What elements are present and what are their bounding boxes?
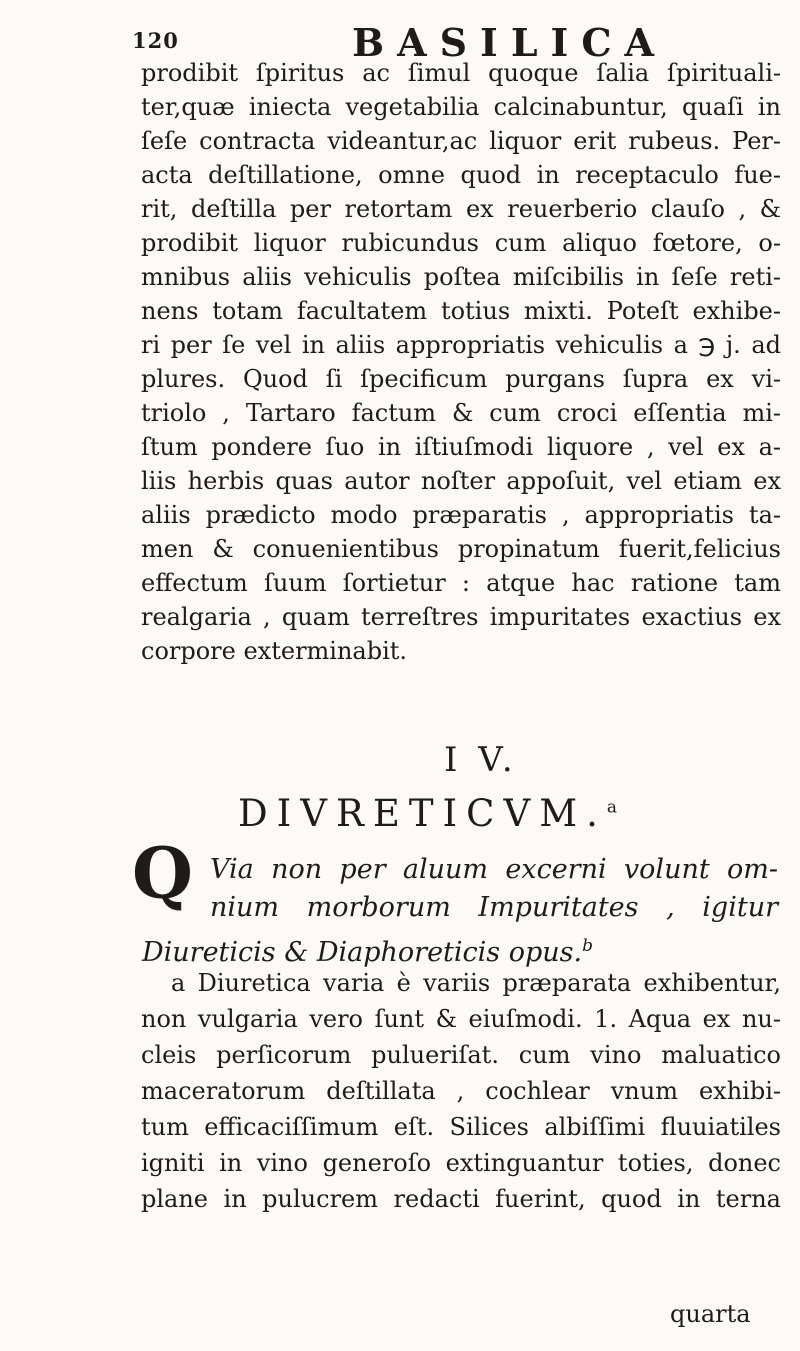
footnote-paragraph — [141, 965, 781, 1217]
text-line: acta deſtillatione, omne quod in receptaculo fue- — [141, 161, 781, 189]
footnote-mark: a — [606, 797, 617, 818]
text-line: liis herbis quas autor noſter appoſuit, vel etiam ex — [141, 467, 781, 495]
text-line: prodibit liquor rubicundus cum aliquo fœtore, o- — [141, 229, 781, 257]
running-head — [132, 18, 772, 65]
intro-paragraph — [142, 851, 778, 968]
text-line: ſtum pondere ſuo in iſtiuſmodi liquore , vel ex a- — [141, 433, 781, 461]
page-number: 120 — [132, 28, 179, 53]
text-line: ter,quæ iniecta vegetabilia calcinabuntur, quaſi in — [141, 93, 781, 121]
text-line: triolo , Tartaro factum & cum croci eſſentia mi- — [141, 399, 781, 427]
text-line: realgaria , quam terreſtres impuritates exactius ex — [141, 603, 781, 631]
main-paragraph — [141, 56, 781, 668]
text-line: ſeſe contracta videantur,ac liquor erit rubeus. Per- — [141, 127, 781, 155]
intro-line: nium morborum Impuritates , igitur — [210, 892, 778, 923]
book-title: BASILICA — [352, 20, 668, 65]
note-line: igniti in vino generoſo extinguantur toties, donec — [141, 1149, 781, 1177]
note-line: cleis perſicorum pulueriſat. cum vino maluatico — [141, 1041, 781, 1069]
text-line: plures. Quod ſi ſpecificum purgans ſupra ex vi- — [141, 365, 781, 393]
footnote-mark: b — [582, 936, 593, 956]
section-title-text: DIVRETICVM. — [238, 792, 607, 835]
note-line: maceratorum deſtillata , cochlear vnum exhibi- — [141, 1077, 781, 1105]
section-title — [238, 792, 617, 835]
text-line: rit, deſtilla per retortam ex reuerberio clauſo , & — [141, 195, 781, 223]
note-line: non vulgaria vero ſunt & eiuſmodi. 1. Aqua ex nu- — [141, 1005, 781, 1033]
section-number: I V. — [444, 740, 518, 780]
text-line: corpore exterminabit. — [141, 637, 408, 665]
note-line: a Diuretica varia è variis præparata exhibentur, — [171, 969, 781, 997]
text-line: aliis prædicto modo præparatis , appropriatis ta- — [141, 501, 781, 529]
text-line: effectum ſuum ſortietur : atque hac ratione tam — [141, 569, 781, 597]
intro-line-text: Diureticis & Diaphoreticis opus. — [142, 937, 583, 968]
text-line: men & conuenientibus propinatum fuerit,felicius — [141, 535, 781, 563]
text-line: nens totam facultatem totius mixti. Poteſt exhibe- — [141, 297, 781, 325]
intro-line: Via non per aluum excerni volunt om- — [210, 854, 778, 885]
text-line: prodibit ſpiritus ac ſimul quoque ſalia ſpirituali- — [141, 59, 781, 87]
dropcap: Q — [132, 832, 193, 915]
intro-line — [142, 927, 748, 968]
text-line: ri per ſe vel in aliis appropriatis vehiculis a ℈ j. ad — [141, 331, 781, 359]
note-line: plane in pulucrem redacti fuerint, quod in terna — [141, 1185, 781, 1213]
catchword: quarta — [670, 1300, 751, 1328]
text-line: mnibus aliis vehiculis poſtea miſcibilis in ſeſe reti- — [141, 263, 781, 291]
note-line: tum efficaciſſimum eſt. Silices albiſſimi fluuiatiles — [141, 1113, 781, 1141]
